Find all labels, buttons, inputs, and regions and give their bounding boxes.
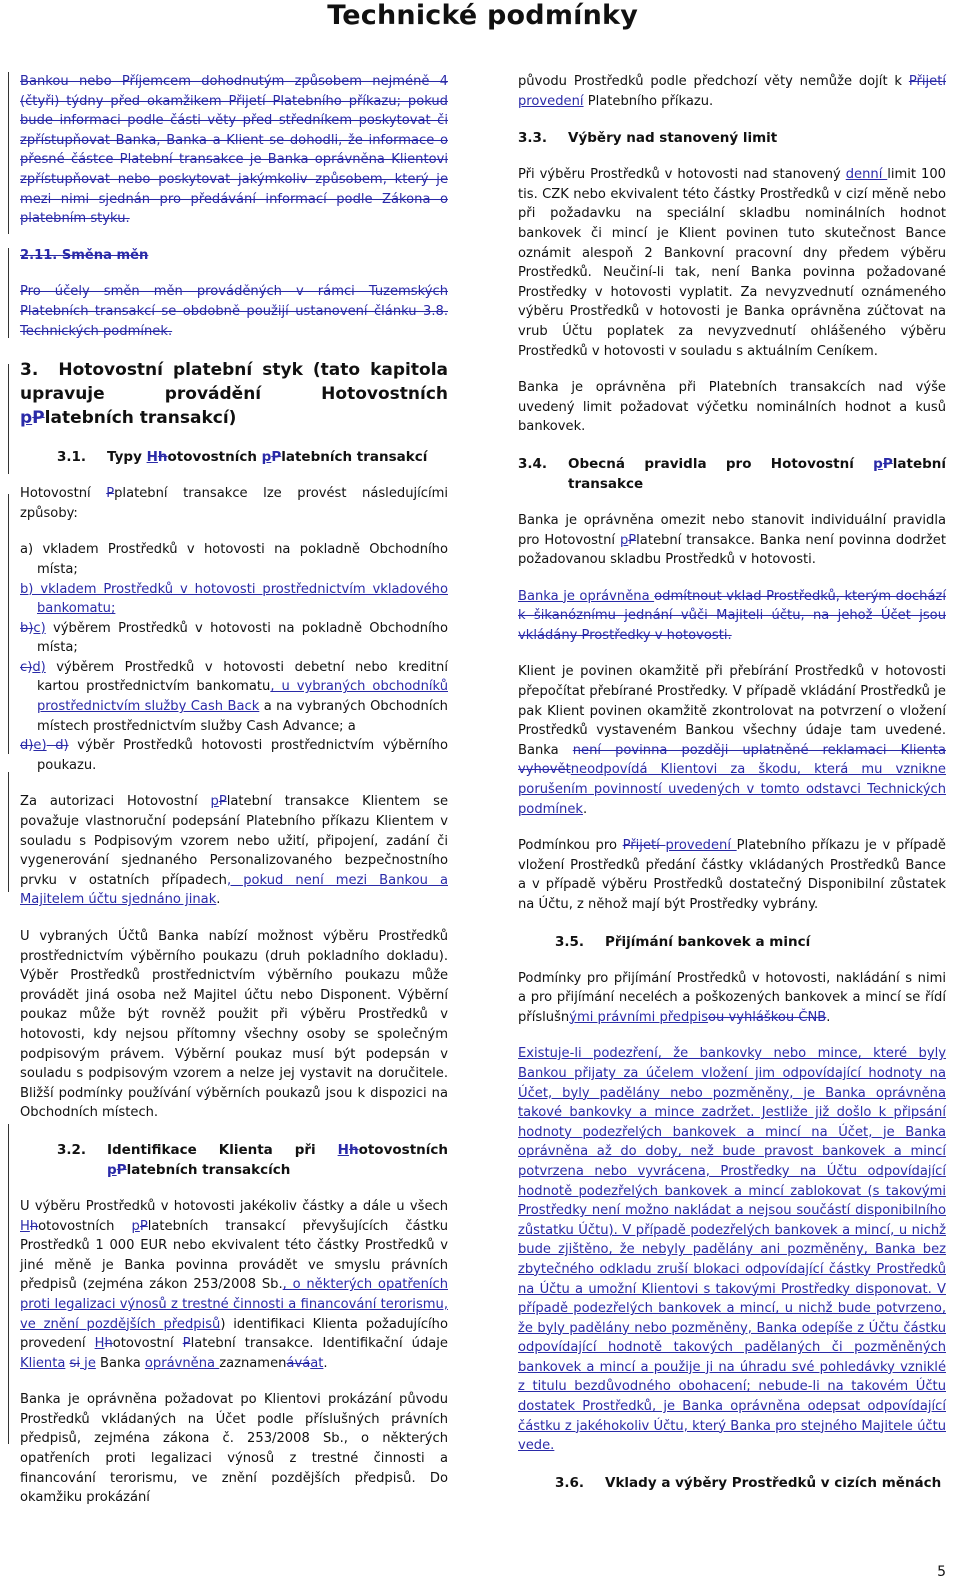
section-heading-3-1	[57, 447, 448, 467]
heading-number: 3.	[20, 360, 39, 381]
paragraph: Za autorizaci Hotovostní pPlatební transakce Klientem se považuje vlastnoruční podepsání Platebního příkazu Klientem v souladu s Podpisovým vzorem nebo užití, připojení, zadání či vygenerování sjednaného Personalizovaného bezpečnostního prvku v ostatních případech, pokud není mezi Bankou a Majitelem účtu sjednáno jinak.	[20, 794, 449, 908]
heading-text: latebních transakcí)	[44, 408, 237, 429]
heading-text: Typy Hhotovostních pPlatebních transakcí	[107, 449, 428, 466]
change-bar	[8, 72, 9, 234]
deleted-paragraph: Pro účely směn měn prováděných v rámci Tuzemských Platebních transakcí se obdobně použijí ustanovení článku 3.8. Technických podmínek.	[20, 284, 448, 339]
paragraph: Banka je oprávněna odmítnout vklad Prostředků, kterým dochází k šikanóznímu jednání vůči Majiteli účtu, na jehož Účet jsou vkládány Prostředky v hotovosti.	[518, 588, 946, 643]
paragraph: Hotovostní Pplatební transakce lze provést následujícími způsoby:	[20, 486, 448, 521]
heading-text: Obecná pravidla pro Hotovostní pPlatební transakce	[568, 455, 946, 492]
heading-number: 3.2.	[57, 1141, 87, 1158]
section-heading-3-3	[518, 128, 946, 148]
paragraph: Banka je oprávněna požadovat po Klientovi prokázání původu Prostředků vkládaných na Účet podle příslušných právních předpisů, zejména zákona č. 253/2008 Sb., o některých opatřeních proti legalizaci výnosů z trestné činnosti a financování terorismu, ve znění pozdějších předpisů. Do okamžiku prokázání	[20, 1392, 448, 1506]
left-column	[20, 72, 448, 1525]
heading-number: 3.3.	[518, 130, 548, 147]
list-item: d)e) d) výběr Prostředků hotovosti prostřednictvím výběrního poukazu.	[20, 738, 448, 773]
list-item: b) vkladem Prostředků v hotovosti prostřednictvím vkladového bankomatu;	[20, 581, 448, 617]
heading-text: Identifikace Klienta při Hhotovostních pPlatebních transakcích	[107, 1141, 448, 1178]
section-heading-3-2	[57, 1140, 448, 1180]
paragraph: Banka je oprávněna omezit nebo stanovit individuální pravidla pro Hotovostní pPlatební transakce. Banka není povinna dodržet požadovanou skladbu Prostředků v hotovosti.	[518, 512, 946, 568]
change-bar	[8, 1124, 9, 1444]
paragraph: U vybraných Účtů Banka nabízí možnost výběru Prostředků prostřednictvím výběrního poukazu (druh pokladního dokladu). Výběr Prostředků prostřednictvím výběrního poukazu může provádět jiná osoba než Majitel účtu nebo Disponent. Výběrní poukaz může být rovněž použit při výběru Prostředků v hotovosti, kdy nejsou přítomny všechny osoby se společným podpisovým právem. Výběrní poukaz musí být podepsán v souladu s podpisovým vzorem a nelze jej vystavit na doručitele. Bližší podmínky používání výběrních poukazů jsou k dispozici na Obchodních místech.	[20, 929, 448, 1121]
page-title: Technické podmínky	[327, 0, 638, 31]
heading-text: Vklady a výběry Prostředků v cizích měnách	[605, 1474, 942, 1491]
heading-text: Výběry nad stanovený limit	[568, 130, 778, 147]
change-bar	[8, 364, 9, 474]
list-item: c)d) výběrem Prostředků v hotovosti debetní nebo kreditní kartou prostřednictvím bankomatu, u vybraných obchodníků prostřednictvím služby Cash Back a na vybraných Obchodních místech prostřednictvím služby Cash Advance; a	[20, 659, 448, 734]
paragraph: Klient je povinen okamžitě při přebírání Prostředků v hotovosti přepočítat přebírané Prostředky. V případě vkládání Prostředků je pak Klient povinen okamžitě zkontrolovat na potvrzení o vložení Prostředků vystaveném Bankou všechny údaje tam uvedené. Banka není povinna později uplatněné reklamaci Klienta vyhovětneodpovídá Klientovi za škodu, která mu vznikne porušením povinností uvedených v tomto odstavci Technických podmínek.	[518, 664, 946, 817]
heading-text: Přijímání bankovek a mincí	[605, 933, 811, 950]
paragraph: U výběru Prostředků v hotovosti jakékoliv částky a dále u všech Hhotovostních pPlatebních transakcí převyšujících částku Prostředků 1 000 EUR nebo ekvivalent této částky Prostředků v jiné měně je Banka povinna provádět ve smyslu právních předpisů (zejména zákon 253/2008 Sb., o některých opatřeních proti legalizaci výnosů z trestné činnosti a financování terorismu, ve znění pozdějších předpisů) identifikaci Klienta požadujícího provedení Hhotovostní Platební transakce. Identifikační údaje Klienta si je Banka oprávněna zaznamenáváat.	[20, 1198, 448, 1371]
heading-text: Hotovostní platební styk (tato kapitola upravuje provádění Hotovostních	[20, 360, 448, 405]
change-bar	[8, 494, 9, 754]
paragraph: Podmínkou pro Přijetí provedení Platebního příkazu je v případě vložení Prostředků předání částky vkládaných Prostředků Bance a v případě výběru Prostředků dostatečný Disponibilní zůstatek na Účtu, z něhož mají být Prostředky vybrány.	[518, 838, 946, 912]
heading-number: 3.6.	[555, 1474, 585, 1491]
method-list	[20, 540, 448, 775]
list-item: b)c) výběrem Prostředků v hotovosti na pokladně Obchodního místa;	[20, 620, 448, 656]
inserted-paragraph: Existuje-li podezření, že bankovky nebo mince, které byly Bankou přijaty za účelem vložení jim odpovídající hodnoty na Účet, byly padělány nebo pozměněny, je Banka oprávněna takové bankovky a mince zadržet. Jestliže již došlo k připsání hodnoty podezřelých bankovek a mincí na Účet, je Banka oprávněna až do doby, než bude pravost bankovek a mincí potvrzena nebo vyvrácena, Prostředky na Účtu odpovídající hodnotě podezřelých bankovek a mincí zablokovat (s takovými Prostředky není možno nakládat a nejsou součástí disponibilního zůstatku Účtu). V případě podezřelých bankovek a mincí, u nichž bude zjištěno, že nebyly padělány ani pozměněny, Banka bez zbytečného odkladu zruší blokaci odpovídající částky Prostředků na Účtu a umožní Klientovi s takovými Prostředky disponovat. V případě podezřelých bankovek a mincí, u nichž bude potvrzeno, že byly padělány nebo pozměněny, Banka odepíše z Účtu částku odpovídající hodnotě takových padělaných či pozměněných bankovek a mincí a použije ji na úhradu své pohledávky vzniklé z titulu bezdůvodného obohacení; nebude-li na takovém Účtu dostatek Prostředků, je Banka oprávněna odepsat odpovídající částku z jakéhokoliv Účtu, který Banka pro stejného Majitele účtu vede.	[518, 1046, 946, 1454]
section-heading-3-4	[518, 454, 946, 494]
section-heading-2-11: 2.11. Směna měn	[20, 247, 149, 263]
paragraph: Podmínky pro přijímání Prostředků v hotovosti, nakládání s nimi a pro přijímání neceléch a poškozených bankovek a mincí se řídí příslušnými právními předpisou vyhláškou ČNB.	[518, 970, 946, 1025]
heading-number: 3.5.	[555, 933, 585, 950]
heading-number: 3.1.	[57, 449, 87, 466]
list-item: a) vkladem Prostředků v hotovosti na pokladně Obchodního místa;	[20, 542, 448, 577]
deleted-paragraph: Bankou nebo Příjemcem dohodnutým způsobem nejméně 4 (čtyři) týdny před okamžikem Přijetí Platebního příkazu; pokud bude informaci podle části věty před středníkem poskytovat či zpřístupňovat Banka, Banka a Klient se dohodli, že informace o přesné částce Platební transakce je Banka oprávněna Klientovi zpřístupňovat nebo poskytovat jakýmkoliv způsobem, který je mezi nimi sjednán pro předávání informací podle Zákona o platebním styku.	[20, 74, 448, 227]
change-bar	[8, 248, 9, 338]
inserted-text: p	[20, 408, 33, 429]
chapter-heading-3	[20, 358, 448, 430]
change-bar	[8, 772, 9, 892]
right-column	[518, 72, 946, 1510]
paragraph: původu Prostředků podle předchozí věty nemůže dojít k Přijetí provedení Platebního příkazu.	[518, 74, 946, 109]
deleted-text: P	[32, 408, 45, 429]
heading-number: 3.4.	[518, 455, 548, 472]
section-heading-3-6	[555, 1473, 946, 1493]
paragraph: Banka je oprávněna při Platebních transakcích nad výše uvedený limit požadovat výčetku nominálních hodnot a kusů bankovek.	[518, 380, 946, 435]
section-heading-3-5	[555, 932, 946, 952]
paragraph: Při výběru Prostředků v hotovosti nad stanovený denní limit 100 tis. CZK nebo ekvivalent této částky Prostředků v cizí měně nebo při požadavku na speciální skladbu nominálních hodnot bankovek či mincí je Klient povinen tuto skutečnost Bance oznámit alespoň 2 Bankovní pracovní dny předem výběru Prostředků. Neučiní-li tak, není Banka povinna požadované Prostředky v hotovosti vyplatit. Za nevyzvednutí oznámeného výběru Prostředků v hotovosti je Banka oprávněna zúčtovat na vrub Účtu poplatek za nevyzvednutí ohlášeného výběru Prostředků v hotovosti v souladu s aktuálním Ceníkem.	[518, 167, 946, 359]
page-number: 5	[937, 1564, 946, 1580]
